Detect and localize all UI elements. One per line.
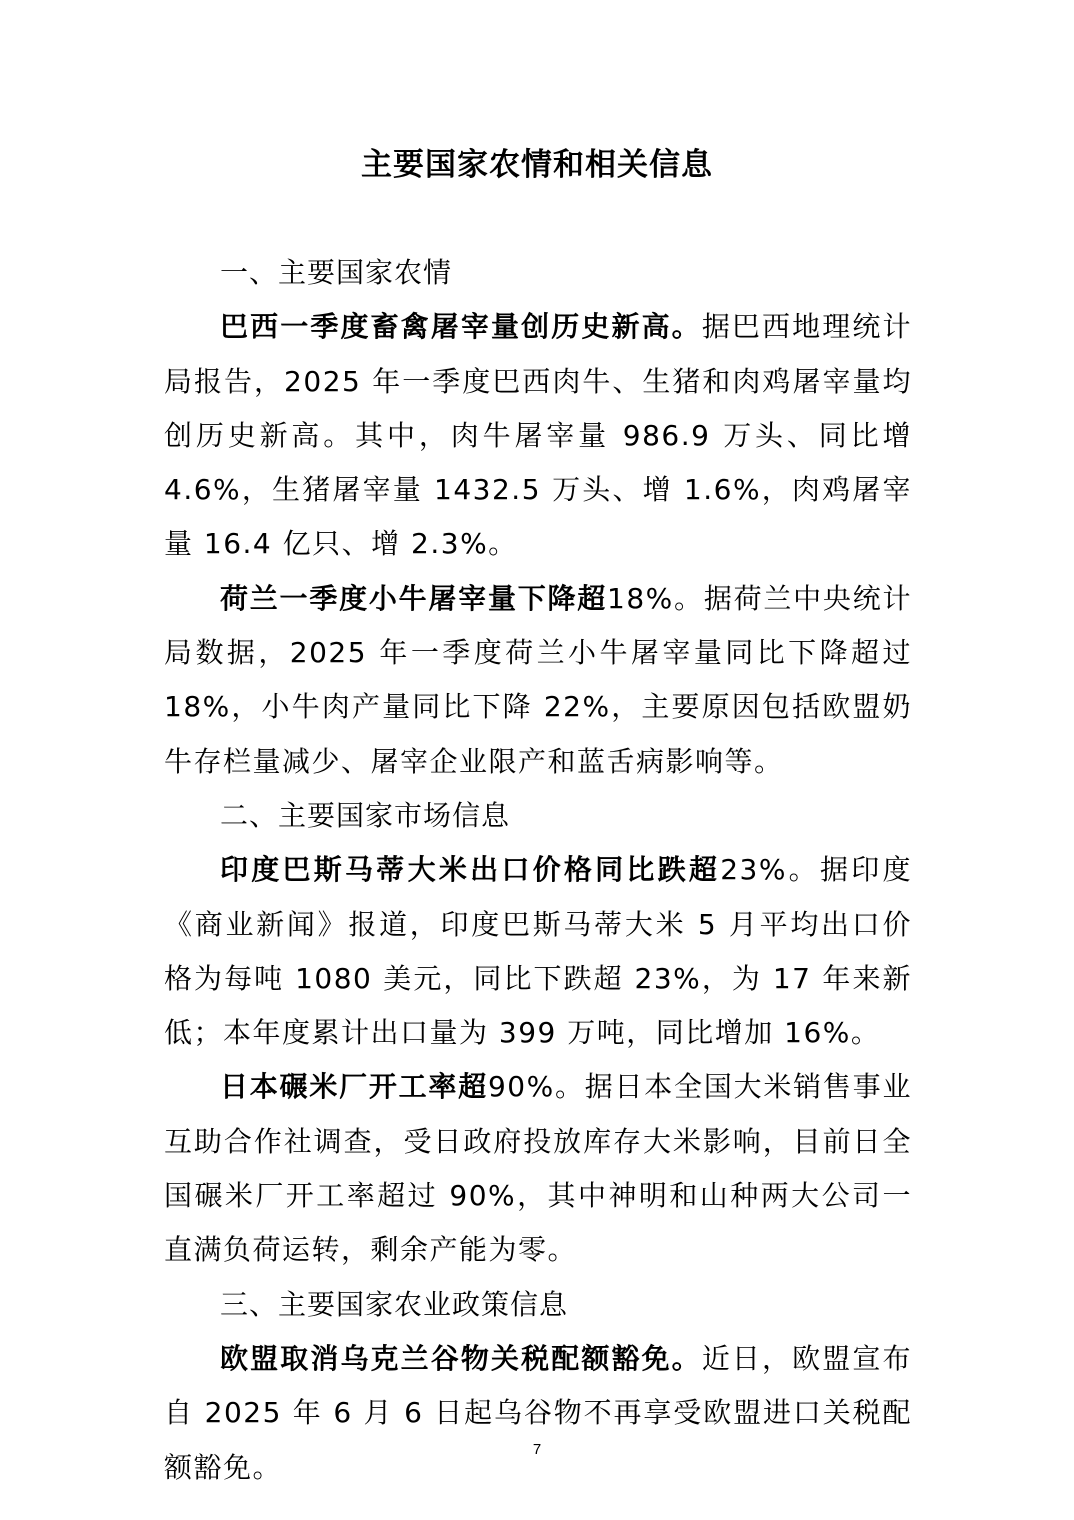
paragraph-india-basmati — [164, 843, 912, 1060]
paragraph-body: 据印度《商业新闻》报道，印度巴斯马蒂大米 5 月平均出口价格为每吨 1080 美元，同比下跌超 23%，为 17 年来新低；本年度累计出口量为 399 万吨，同比增加 16%。 — [164, 853, 912, 1050]
paragraph-lead: 巴西一季度畜禽屠宰量创历史新高。 — [220, 310, 702, 344]
paragraph-body: 据日本全国大米销售事业互助合作社调查，受日政府投放库存大米影响，目前日全国碾米厂开工率超过 90%，其中神明和山种两大公司一直满负荷运转，剩余产能为零。 — [164, 1070, 912, 1267]
paragraph-lead: 欧盟取消乌克兰谷物关税配额豁免。 — [220, 1341, 702, 1375]
paragraph-netherlands-calf — [164, 572, 912, 789]
paragraph-eu-ukraine-grain — [164, 1332, 912, 1495]
paragraph-lead: 荷兰一季度小牛屠宰量下降超 — [220, 581, 608, 615]
section-heading-market: 二、主要国家市场信息 — [220, 798, 511, 832]
paragraph-lead-suffix: 23%。 — [720, 853, 820, 887]
paragraph-body: 近日，欧盟宣布自 2025 年 6 月 6 日起乌谷物不再享受欧盟进口关税配额豁免。 — [164, 1341, 912, 1484]
page-number: 7 — [532, 1441, 542, 1458]
paragraph-lead: 印度巴斯马蒂大米出口价格同比跌超 — [220, 853, 721, 887]
paragraph-lead: 日本碾米厂开工率超 — [220, 1070, 488, 1104]
paragraph-body: 据巴西地理统计局报告，2025 年一季度巴西肉牛、生猪和肉鸡屠宰量均创历史新高。其中，肉牛屠宰量 986.9 万头、同比增 4.6%，生猪屠宰量 1432.5 万头、增 1.6%，肉鸡屠宰量 16.4 亿只、增 2.3%。 — [164, 310, 912, 561]
section-heading-policy: 三、主要国家农业政策信息 — [220, 1287, 569, 1321]
page-title: 主要国家农情和相关信息 — [361, 147, 713, 183]
paragraph-brazil-slaughter — [164, 300, 912, 571]
paragraph-lead-suffix: 90%。 — [487, 1070, 585, 1104]
paragraph-body: 据荷兰中央统计局数据，2025 年一季度荷兰小牛屠宰量同比下降超过 18%，小牛肉产量同比下降 22%，主要原因包括欧盟奶牛存栏量减少、屠宰企业限产和蓝舌病影响等。 — [164, 581, 912, 778]
document-body — [164, 246, 912, 1495]
paragraph-japan-rice-mills — [164, 1060, 912, 1277]
section-heading-agriculture: 一、主要国家农情 — [220, 256, 453, 289]
paragraph-lead-suffix: 18%。 — [607, 581, 704, 615]
